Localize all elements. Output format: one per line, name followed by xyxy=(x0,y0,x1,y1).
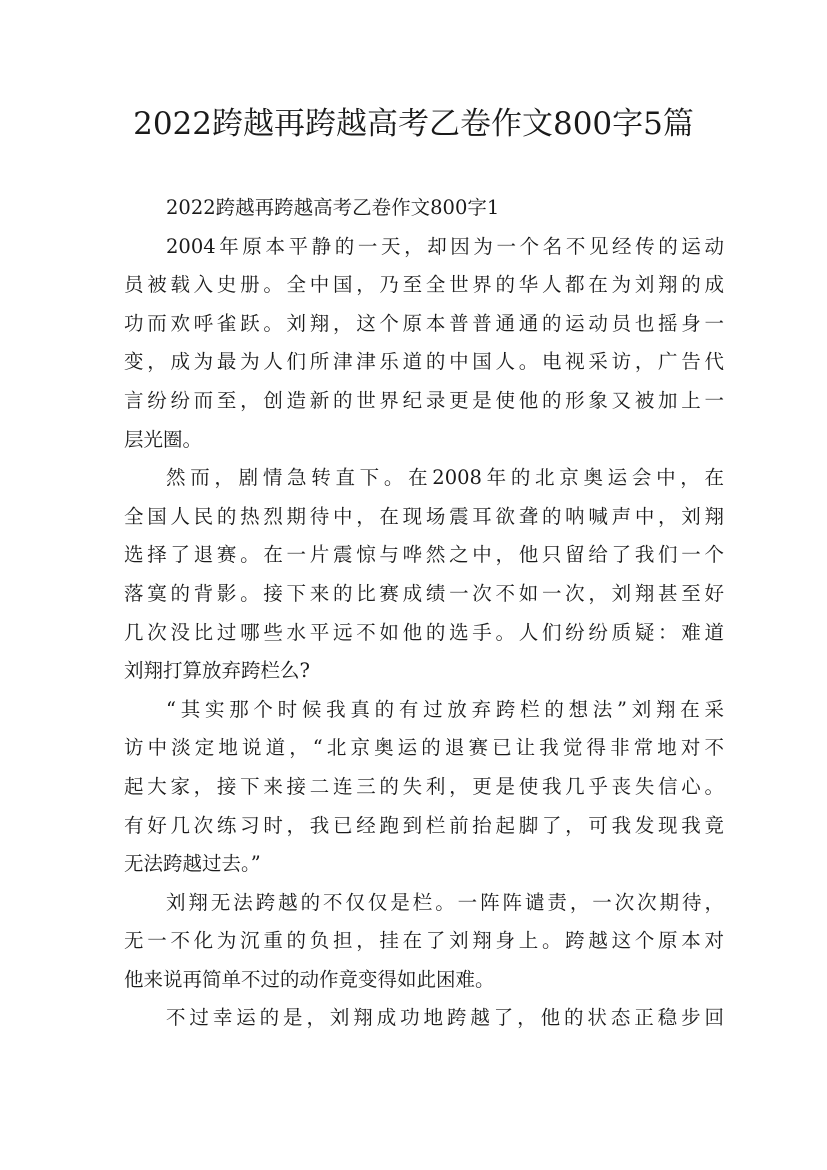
text-line: 几次没比过哪些水平远不如他的选手。人们纷纷质疑：难道 xyxy=(124,620,724,644)
document-body xyxy=(124,189,724,1038)
text-line: 起大家，接下来接二连三的失利，更是使我几乎丧失信心。 xyxy=(124,774,724,798)
text-line: 访中淡定地说道，“北京奥运的退赛已让我觉得非常地对不 xyxy=(124,736,724,760)
text-line: 全国人民的热烈期待中，在现场震耳欲聋的呐喊声中，刘翔 xyxy=(124,504,724,528)
text-line: 刘翔打算放弃跨栏么? xyxy=(124,659,310,683)
text-line: 功而欢呼雀跃。刘翔，这个原本普普通通的运动员也摇身一 xyxy=(124,311,724,335)
text-line: 无法跨越过去。” xyxy=(124,852,261,876)
text-line: “其实那个时候我真的有过放弃跨栏的想法”刘翔在采 xyxy=(166,697,724,721)
text-line: 然而，剧情急转直下。在2008年的北京奥运会中，在 xyxy=(166,466,724,490)
text-line: 无一不化为沉重的负担，挂在了刘翔身上。跨越这个原本对 xyxy=(124,929,724,953)
text-line: 变，成为最为人们所津津乐道的中国人。电视采访，广告代 xyxy=(124,350,724,374)
document-title: 2022跨越再跨越高考乙卷作文800字5篇 xyxy=(133,106,694,142)
text-line: 有好几次练习时，我已经跑到栏前抬起脚了，可我发现我竟 xyxy=(124,813,724,837)
text-line: 言纷纷而至，创造新的世界纪录更是使他的形象又被加上一 xyxy=(124,388,724,412)
text-line: 刘翔无法跨越的不仅仅是栏。一阵阵谴责，一次次期待， xyxy=(166,890,724,914)
text-line: 他来说再简单不过的动作竟变得如此困难。 xyxy=(124,967,495,991)
section-heading: 2022跨越再跨越高考乙卷作文800字1 xyxy=(166,196,500,219)
text-line: 选择了退赛。在一片震惊与哗然之中，他只留给了我们一个 xyxy=(124,543,724,567)
text-line: 层光圈。 xyxy=(124,427,203,451)
text-line: 不过幸运的是，刘翔成功地跨越了，他的状态正稳步回 xyxy=(166,1006,724,1030)
text-line: 员被载入史册。全中国，乃至全世界的华人都在为刘翔的成 xyxy=(124,273,724,297)
text-line: 2004年原本平静的一天，却因为一个名不见经传的运动 xyxy=(166,234,724,258)
text-line: 落寞的背影。接下来的比赛成绩一次不如一次，刘翔甚至好 xyxy=(124,581,724,605)
